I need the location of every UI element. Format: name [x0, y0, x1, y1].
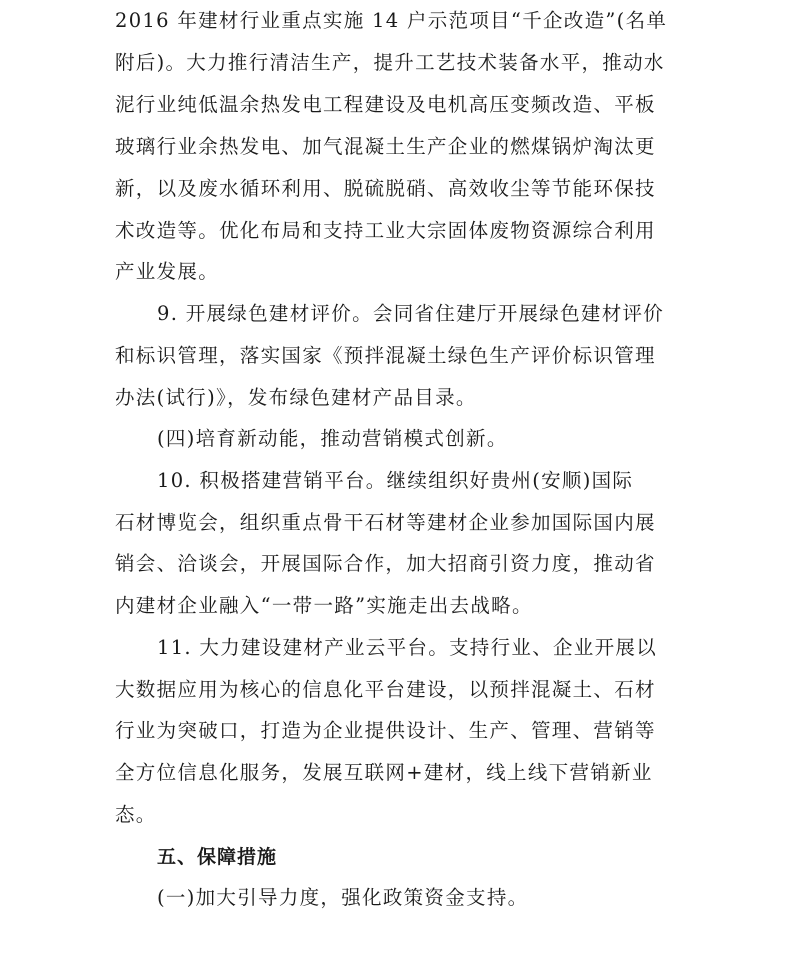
text-line-content: 产业发展。 [115, 260, 220, 283]
text-line-content: 石材博览会，组织重点骨干石材等建材企业参加国际国内展 [115, 511, 656, 534]
text-line-content: 10. 积极搭建营销平台。继续组织好贵州(安顺)国际 [157, 469, 634, 492]
section-heading: 五、保障措施 [157, 846, 278, 868]
text-line [0, 42, 787, 84]
text-line [0, 251, 787, 293]
text-line-content: 和标识管理，落实国家《预拌混凝土绿色生产评价标识管理 [115, 344, 656, 367]
subheading-line [0, 877, 787, 919]
text-line-content: 内建材企业融入“一带一路”实施走出去战略。 [115, 594, 533, 617]
text-line-content: 9. 开展绿色建材评价。会同省住建厅开展绿色建材评价 [157, 302, 665, 325]
text-line [0, 84, 787, 126]
text-line-content: 办法(试行)》，发布绿色建材产品目录。 [115, 386, 477, 409]
paragraph-first-line [0, 460, 787, 502]
text-line-content: 销会、洽谈会，开展国际合作，加大招商引资力度，推动省 [115, 552, 656, 575]
text-line-content: 附后)。大力推行清洁生产，提升工艺技术装备水平，推动水 [115, 51, 665, 74]
text-line-content: 态。 [115, 803, 157, 826]
text-line [0, 794, 787, 836]
text-line [0, 669, 787, 711]
text-line [0, 543, 787, 585]
text-line [0, 585, 787, 627]
paragraph-first-line [0, 627, 787, 669]
subheading-text: (一)加大引导力度，强化政策资金支持。 [157, 886, 529, 909]
subheading-line [0, 418, 787, 460]
text-line-content: 泥行业纯低温余热发电工程建设及电机高压变频改造、平板 [115, 93, 656, 116]
text-line [0, 126, 787, 168]
text-line-content: 11. 大力建设建材产业云平台。支持行业、企业开展以 [157, 636, 658, 659]
text-line [0, 0, 787, 42]
text-line [0, 710, 787, 752]
text-line-content: 玻璃行业余热发电、加气混凝土生产企业的燃煤锅炉淘汰更 [115, 135, 656, 158]
text-line [0, 168, 787, 210]
text-line [0, 377, 787, 419]
text-line-content: 新，以及废水循环利用、脱硫脱硝、高效收尘等节能环保技 [115, 177, 656, 200]
text-line [0, 210, 787, 252]
text-line-content: 术改造等。优化布局和支持工业大宗固体废物资源综合利用 [115, 219, 656, 242]
paragraph-first-line [0, 293, 787, 335]
text-line-content: 全方位信息化服务，发展互联网+建材，线上线下营销新业 [115, 761, 653, 784]
text-line-content: 行业为突破口，打造为企业提供设计、生产、管理、营销等 [115, 719, 656, 742]
text-line-content: 2016 年建材行业重点实施 14 户示范项目“千企改造”(名单 [115, 9, 668, 32]
text-line [0, 502, 787, 544]
subheading-text: (四)培育新动能，推动营销模式创新。 [157, 427, 508, 450]
text-line [0, 752, 787, 794]
section-heading-line [0, 836, 787, 878]
text-line [0, 335, 787, 377]
text-line-content: 大数据应用为核心的信息化平台建设，以预拌混凝土、石材 [115, 678, 656, 701]
